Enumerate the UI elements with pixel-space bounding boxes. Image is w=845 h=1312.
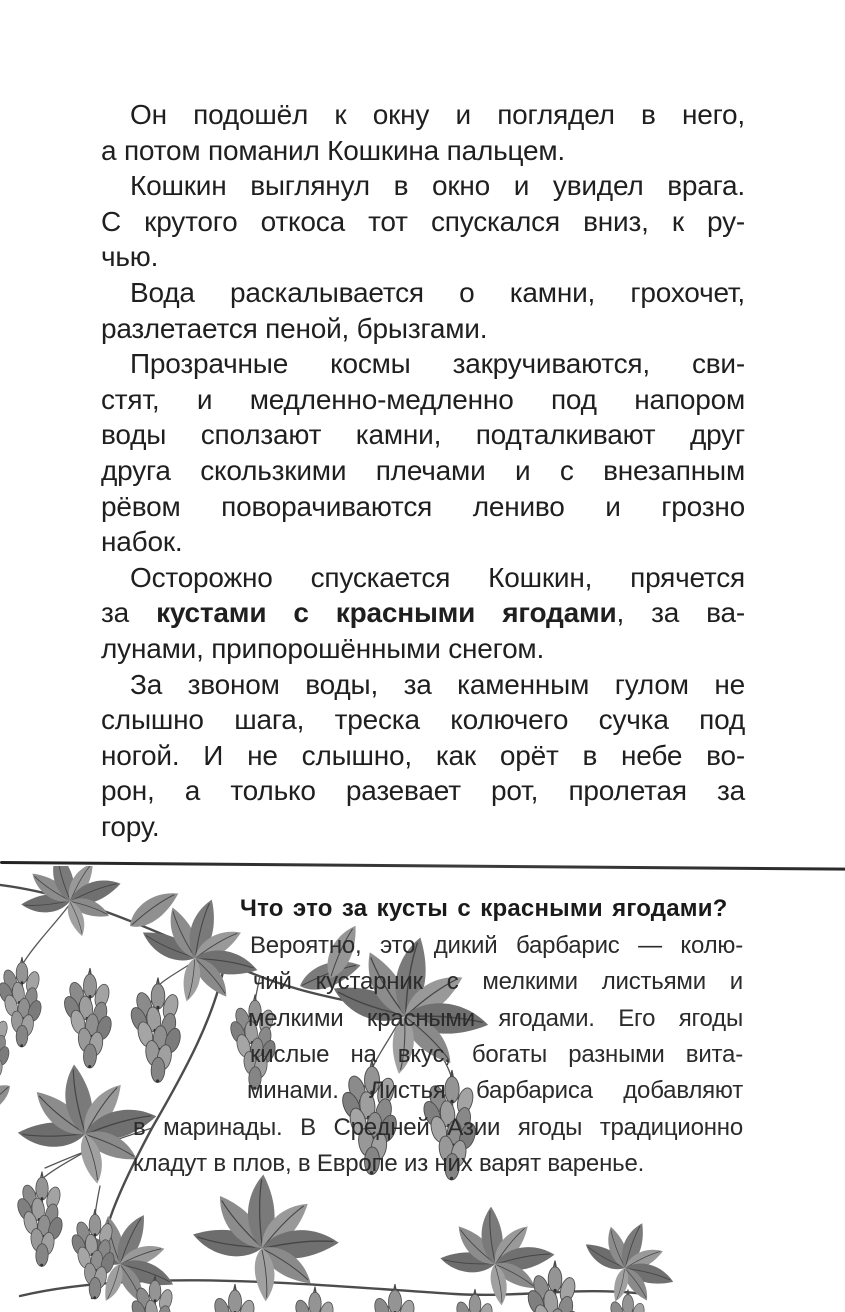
- story-paragraph: [101, 346, 745, 560]
- story-line: гору.: [101, 810, 160, 842]
- story-line: чью.: [101, 241, 159, 273]
- story-line: рёвом поворачиваются лениво и грозно: [101, 490, 745, 522]
- story-line: ногой. И не слышно, как орёт в небе во-: [101, 739, 745, 771]
- story-line: [101, 595, 745, 631]
- story-line: Кошкин выглянул в окно и увидел врага.: [130, 170, 745, 202]
- qa-answer-line: минами. Листья барбариса добавляют: [247, 1077, 743, 1104]
- story-line: стят, и медленно-медленно под напором: [101, 383, 745, 415]
- story-line: набок.: [101, 526, 183, 558]
- story-paragraph: [101, 275, 745, 346]
- story-paragraph: [101, 97, 745, 168]
- qa-answer-line: Вероятно, это дикий барбарис — колю-: [250, 932, 743, 959]
- story-line: Прозрачные космы закручиваются, сви-: [130, 348, 745, 380]
- story-line-segment: , за ва-: [616, 597, 746, 629]
- story-line: Осторожно спускается Кошкин, прячется: [130, 561, 745, 593]
- story-line: лунами, припорошёнными снегом.: [101, 632, 545, 664]
- story-line: С крутого откоса тот спускался вниз, к ру-: [101, 205, 745, 237]
- qa-question: Что это за кусты с красными ягодами?: [240, 895, 728, 922]
- story-line: Вода раскалывается о камни, грохочет,: [130, 276, 745, 308]
- qa-answer-line: мелкими красными ягодами. Его ягоды: [248, 1005, 743, 1032]
- story-line-segment: за: [101, 597, 157, 629]
- story-line: а потом поманил Кошкина пальцем.: [101, 134, 565, 166]
- qa-answer-line: кислые на вкус, богаты разными вита-: [250, 1041, 743, 1068]
- story-line: воды сползают камни, подталкивают друг: [101, 419, 745, 451]
- story-line: разлетается пеной, брызгами.: [101, 312, 488, 344]
- qa-answer-line: чий кустарник с мелкими листьями и: [253, 968, 743, 995]
- story-paragraph: [101, 667, 745, 845]
- qa-answer-line: кладут в плов, в Европе из них варят варенье.: [133, 1150, 645, 1177]
- story-line: рон, а только разевает рот, пролетая за: [101, 775, 745, 807]
- story-text: [101, 97, 745, 844]
- qa-answer-line: в маринады. В Средней Азии ягоды традиционно: [133, 1114, 743, 1141]
- story-line: друга скользкими плечами и с внезапным: [101, 454, 745, 486]
- story-paragraph: [101, 168, 745, 275]
- story-paragraph: [101, 560, 745, 667]
- story-line: слышно шага, треска колючего сучка под: [101, 704, 745, 736]
- story-line: Он подошёл к окну и поглядел в него,: [130, 99, 745, 130]
- story-line: За звоном воды, за каменным гулом не: [130, 668, 745, 700]
- highlighted-phrase: кустами с красными ягодами: [156, 597, 617, 629]
